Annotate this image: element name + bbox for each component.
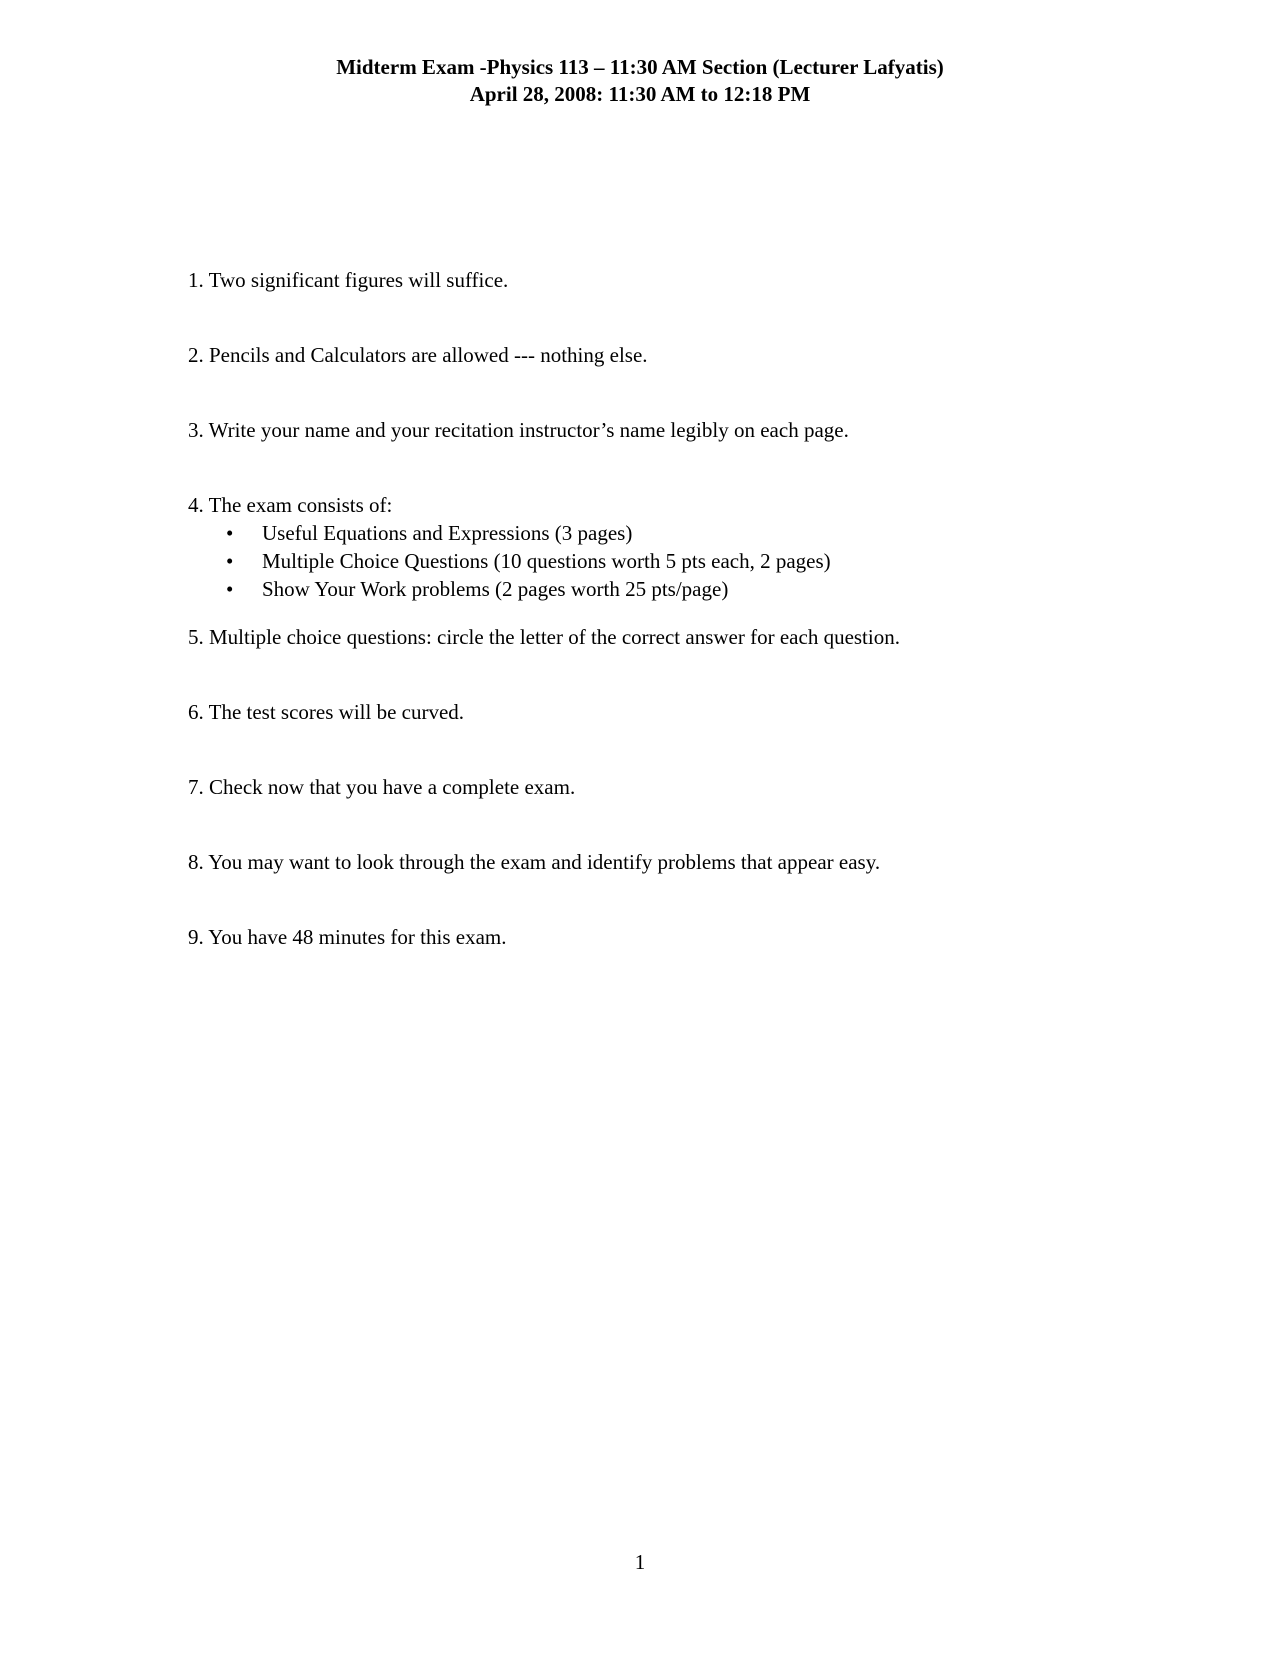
page-number: 1 — [634, 1550, 646, 1574]
instruction-item-9: 9. You have 48 minutes for this exam. — [188, 925, 507, 949]
exam-part-item — [226, 547, 831, 575]
exam-part-label: Multiple Choice Questions (10 questions worth 5 pts each, 2 pages) — [262, 549, 831, 573]
exam-part-item — [226, 519, 831, 547]
instruction-item-2: 2. Pencils and Calculators are allowed --- nothing else. — [188, 343, 648, 367]
exam-parts-list — [226, 519, 831, 603]
exam-header — [0, 54, 1280, 108]
instruction-item-4: 4. The exam consists of: — [188, 493, 393, 517]
exam-part-label: Useful Equations and Expressions (3 pages) — [262, 521, 633, 545]
instruction-item-1: 1. Two significant figures will suffice. — [188, 268, 509, 292]
instruction-item-6: 6. The test scores will be curved. — [188, 700, 465, 724]
exam-date-time: April 28, 2008: 11:30 AM to 12:18 PM — [469, 82, 811, 106]
instruction-item-5: 5. Multiple choice questions: circle the letter of the correct answer for each question. — [188, 625, 900, 649]
exam-part-item — [226, 575, 831, 603]
instruction-item-7: 7. Check now that you have a complete exam. — [188, 775, 576, 799]
bullet-icon: • — [226, 521, 234, 545]
exam-part-label: Show Your Work problems (2 pages worth 25 pts/page) — [262, 577, 729, 601]
bullet-icon: • — [226, 549, 234, 573]
bullet-icon: • — [226, 577, 234, 601]
instruction-item-8: 8. You may want to look through the exam and identify problems that appear easy. — [188, 850, 881, 874]
instruction-item-3: 3. Write your name and your recitation instructor’s name legibly on each page. — [188, 418, 849, 442]
exam-title: Midterm Exam -Physics 113 – 11:30 AM Section (Lecturer Lafyatis) — [336, 55, 944, 79]
